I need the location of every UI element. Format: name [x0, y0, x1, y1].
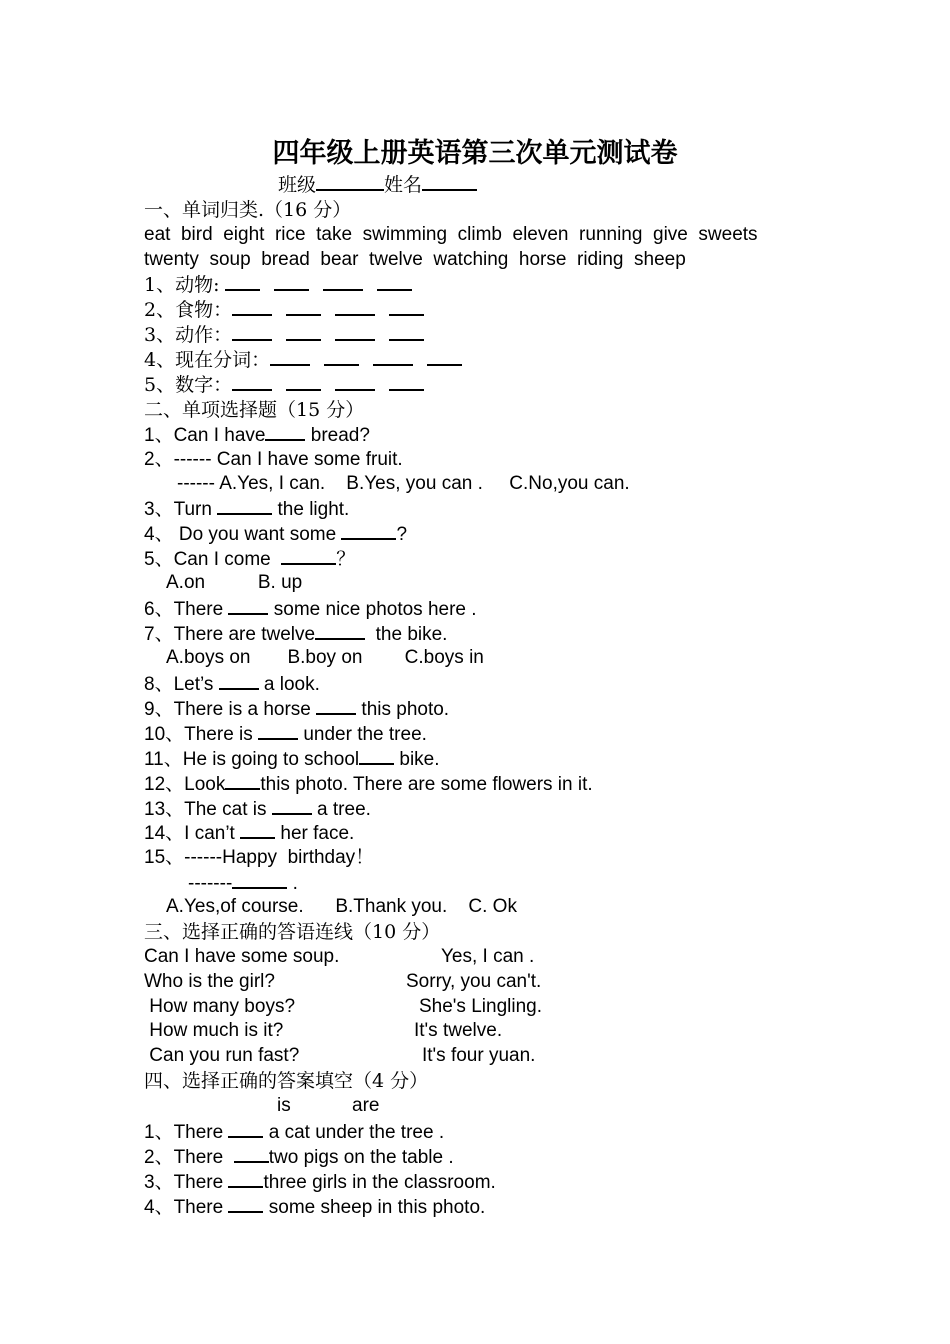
question-2-7-options: A.boys on B.boy on C.boys in [166, 647, 484, 668]
question-2-5-options: A.on B. up [166, 572, 303, 593]
answer-blank[interactable] [359, 747, 394, 765]
question-4-3: 3、There three girls in the classroom. [144, 1172, 496, 1193]
answer-blank[interactable] [225, 273, 260, 291]
choice-is: is [277, 1095, 291, 1116]
answer-blank[interactable] [389, 298, 424, 316]
section4-heading: 四、选择正确的答案填空（4 分） [144, 1070, 429, 1092]
question-2-10: 10、There is under the tree. [144, 724, 427, 745]
match-right-5[interactable]: It's four yuan. [422, 1045, 536, 1066]
answer-blank[interactable] [232, 871, 287, 889]
answer-blank[interactable] [341, 522, 396, 540]
answer-blank[interactable] [225, 772, 260, 790]
section2-heading: 二、单项选择题（15 分） [144, 399, 365, 421]
answer-blank[interactable] [335, 323, 375, 341]
student-info [278, 173, 477, 197]
category-animals: 1、动物: [144, 273, 412, 298]
category-food: 2、食物： [144, 298, 424, 323]
answer-blank[interactable] [389, 373, 424, 391]
word-bank-line1: eat bird eight rice take swimming climb eleven running give sweets [144, 224, 758, 245]
answer-blank[interactable] [217, 497, 272, 515]
answer-blank[interactable] [265, 423, 305, 441]
answer-blank[interactable] [272, 797, 312, 815]
question-2-15-options: A.Yes,of course. B.Thank you. C. Ok [166, 896, 517, 917]
match-left-4[interactable]: How much is it? [144, 1020, 284, 1041]
answer-blank[interactable] [335, 298, 375, 316]
answer-blank[interactable] [228, 1120, 263, 1138]
match-left-5[interactable]: Can you run fast? [144, 1045, 300, 1066]
match-right-4[interactable]: It's twelve. [414, 1020, 503, 1041]
question-4-1: 1、There a cat under the tree . [144, 1122, 445, 1143]
choice-are: are [352, 1095, 380, 1116]
name-blank[interactable] [422, 173, 477, 191]
question-2-5: 5、Can I come ？ [144, 549, 356, 570]
page-title: 四年级上册英语第三次单元测试卷 [272, 138, 678, 169]
answer-blank[interactable] [228, 1170, 263, 1188]
answer-blank[interactable] [270, 348, 310, 366]
question-2-15-reply: ------- . [188, 873, 298, 894]
match-left-1[interactable]: Can I have some soup. [144, 946, 340, 967]
match-right-2[interactable]: Sorry, you can't. [406, 971, 542, 992]
class-label: 班级 [278, 174, 317, 196]
answer-blank[interactable] [228, 1195, 263, 1213]
answer-blank[interactable] [335, 373, 375, 391]
section3-heading: 三、选择正确的答语连线（10 分） [144, 921, 441, 943]
answer-blank[interactable] [286, 373, 321, 391]
question-4-2: 2、There two pigs on the table . [144, 1147, 454, 1168]
match-right-3[interactable]: She's Lingling. [419, 996, 542, 1017]
section1-heading: 一、单词归类.（16 分） [144, 199, 352, 221]
answer-blank[interactable] [373, 348, 413, 366]
category-numbers: 5、数字： [144, 373, 424, 398]
answer-blank[interactable] [323, 273, 363, 291]
answer-blank[interactable] [389, 323, 424, 341]
answer-blank[interactable] [232, 323, 272, 341]
question-2-7: 7、There are twelve the bike. [144, 624, 448, 645]
question-2-14: 14、I can’t her face. [144, 823, 355, 844]
answer-blank[interactable] [240, 821, 275, 839]
category-actions: 3、动作： [144, 323, 424, 348]
answer-blank[interactable] [316, 697, 356, 715]
question-2-12: 12、Look this photo. There are some flowers in it. [144, 774, 593, 795]
match-left-2[interactable]: Who is the girl? [144, 971, 275, 992]
question-2-13: 13、The cat is a tree. [144, 799, 371, 820]
answer-blank[interactable] [258, 722, 298, 740]
question-2-3: 3、Turn the light. [144, 499, 350, 520]
answer-blank[interactable] [232, 373, 272, 391]
class-blank[interactable] [316, 173, 384, 191]
question-2-1: 1、Can I have bread? [144, 425, 370, 446]
question-2-11: 11、He is going to school bike. [144, 749, 440, 770]
answer-blank[interactable] [234, 1145, 269, 1163]
answer-blank[interactable] [315, 622, 365, 640]
answer-blank[interactable] [274, 273, 309, 291]
category-participles: 4、现在分词： [144, 348, 462, 373]
answer-blank[interactable] [377, 273, 412, 291]
question-2-8: 8、Let’s a look. [144, 674, 320, 695]
question-2-2-options: ------ A.Yes, I can. B.Yes, you can . C.No,you can. [177, 473, 630, 494]
match-left-3[interactable]: How many boys? [144, 996, 296, 1017]
answer-blank[interactable] [286, 298, 321, 316]
name-label: 姓名 [384, 174, 423, 196]
question-2-4: 4、 Do you want some ? [144, 524, 408, 545]
question-2-6: 6、There some nice photos here . [144, 599, 477, 620]
question-2-2: 2、------ Can I have some fruit. [144, 449, 403, 470]
answer-blank[interactable] [286, 323, 321, 341]
question-2-9: 9、There is a horse this photo. [144, 699, 450, 720]
question-2-15: 15、------Happy birthday！ [144, 847, 375, 868]
answer-blank[interactable] [324, 348, 359, 366]
answer-blank[interactable] [232, 298, 272, 316]
answer-blank[interactable] [427, 348, 462, 366]
question-4-4: 4、There some sheep in this photo. [144, 1197, 486, 1218]
answer-blank[interactable] [281, 547, 336, 565]
answer-blank[interactable] [219, 672, 259, 690]
answer-blank[interactable] [228, 597, 268, 615]
match-right-1[interactable]: Yes, I can . [441, 946, 535, 967]
word-bank-line2: twenty soup bread bear twelve watching horse riding sheep [144, 249, 686, 270]
